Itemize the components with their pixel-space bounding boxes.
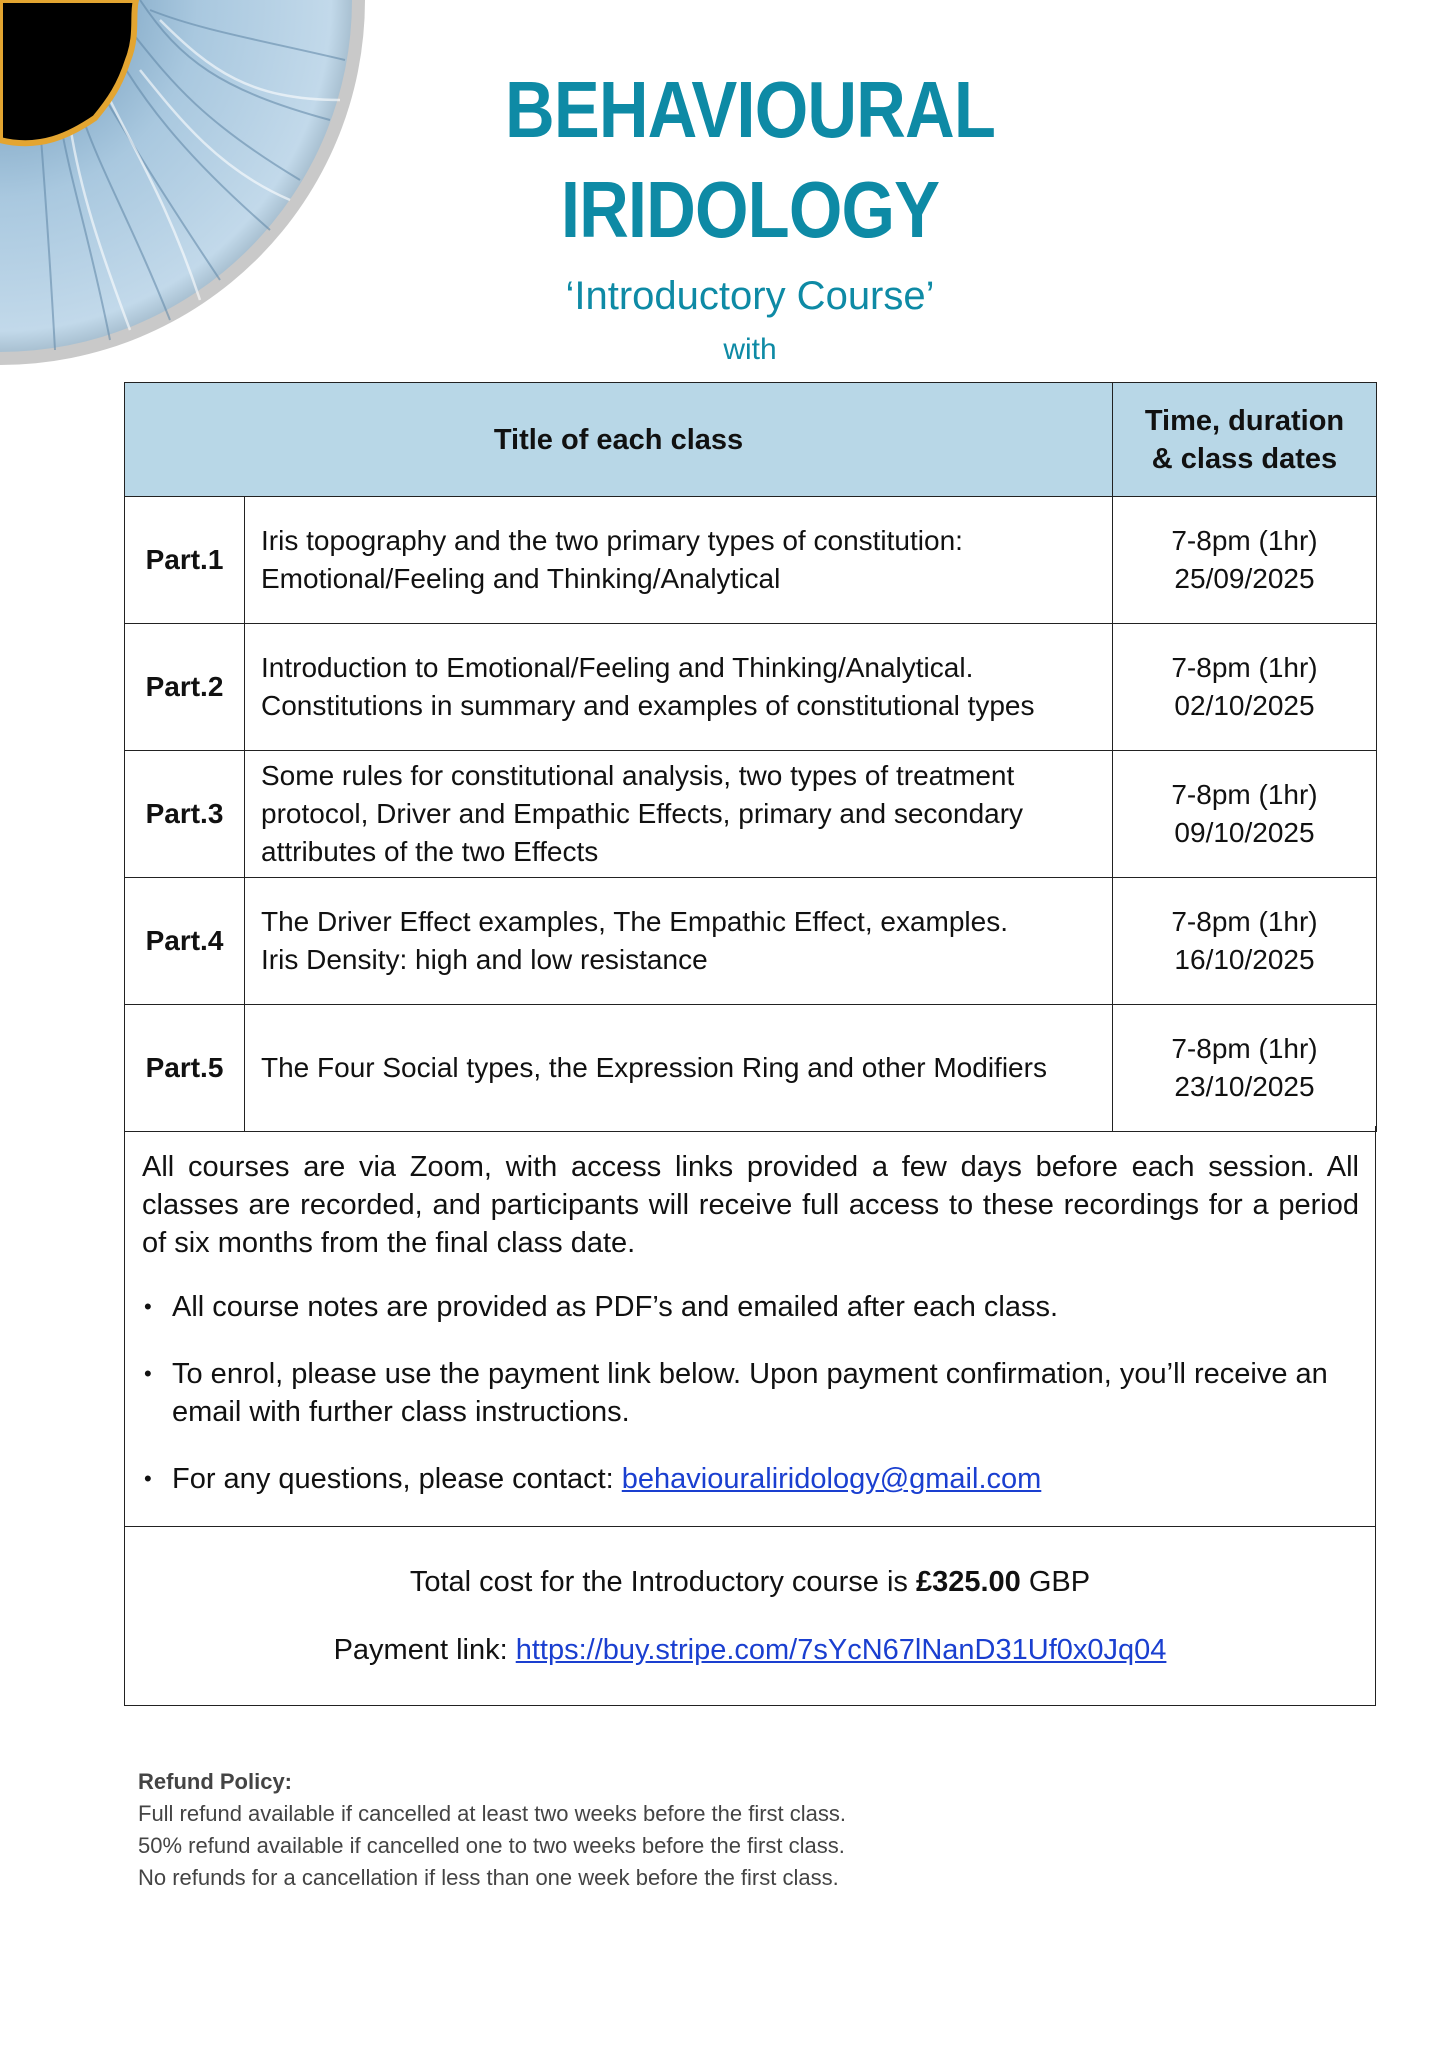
zoom-info-text: All courses are via Zoom, with access links provided a few days before each session. All classes are recorded, and participants will receive full access to these recordings for a period of six months from the final class date. <box>142 1151 1359 1259</box>
part-label: Part.5 <box>125 1005 245 1132</box>
description-line: The Four Social types, the Expression Ring and other Modifiers <box>261 1052 1047 1083</box>
description-line: protocol, Driver and Empathic Effects, primary and secondary <box>261 798 1024 829</box>
bullet-text: For any questions, please contact: <box>172 1463 622 1495</box>
class-description <box>245 1005 1113 1132</box>
description-line: Emotional/Feeling and Thinking/Analytical <box>261 563 781 594</box>
payment-label: Payment link: <box>333 1634 516 1666</box>
class-time-date <box>1113 497 1377 624</box>
table-row <box>125 497 1377 624</box>
list-item <box>142 1288 1359 1326</box>
refund-line: Full refund available if cancelled at least two weeks before the first class. <box>138 1801 847 1826</box>
payment-link[interactable]: https://buy.stripe.com/7sYcN67lNanD31Uf0x0Jq04 <box>515 1634 1167 1666</box>
contact-email-link[interactable]: behaviouraliridology@gmail.com <box>621 1463 1042 1495</box>
class-date: 02/10/2025 <box>1174 690 1315 721</box>
list-item <box>142 1460 1359 1498</box>
description-line: attributes of the two Effects <box>261 836 599 867</box>
class-date: 09/10/2025 <box>1174 817 1315 848</box>
table-row <box>125 878 1377 1005</box>
cost-section <box>125 1527 1375 1705</box>
part-label: Part.2 <box>125 624 245 751</box>
description-line: Iris topography and the two primary types of constitution: <box>261 525 963 556</box>
bullet-icon: • <box>144 1361 152 1386</box>
header-time-line2: & class dates <box>1151 442 1338 475</box>
bullet-icon: • <box>144 1294 152 1319</box>
class-description <box>245 751 1113 878</box>
class-date: 23/10/2025 <box>1174 1071 1315 1102</box>
table-header-row <box>125 383 1377 497</box>
cost-amount: £325.00 <box>915 1566 1021 1598</box>
class-time: 7-8pm (1hr) <box>1171 525 1318 556</box>
description-line: Introduction to Emotional/Feeling and Thinking/Analytical. <box>261 652 974 683</box>
refund-policy <box>138 1766 846 1894</box>
class-schedule-table <box>124 382 1377 1132</box>
header-title-of-class: Title of each class <box>125 383 1113 497</box>
description-line: The Driver Effect examples, The Empathic Effect, examples. <box>261 906 1008 937</box>
class-time-date <box>1113 1005 1377 1132</box>
class-time: 7-8pm (1hr) <box>1171 652 1318 683</box>
cost-currency: GBP <box>1020 1566 1091 1598</box>
list-item <box>142 1355 1359 1431</box>
payment-line <box>125 1631 1375 1669</box>
table-row <box>125 624 1377 751</box>
with-label: with <box>723 333 777 366</box>
table-row <box>125 751 1377 878</box>
class-time-date <box>1113 751 1377 878</box>
class-date: 16/10/2025 <box>1174 944 1315 975</box>
class-description <box>245 497 1113 624</box>
part-label: Part.1 <box>125 497 245 624</box>
class-description <box>245 878 1113 1005</box>
course-subtitle: ‘Introductory Course’ <box>565 274 935 318</box>
description-line: Iris Density: high and low resistance <box>261 944 708 975</box>
part-label: Part.3 <box>125 751 245 878</box>
class-description <box>245 624 1113 751</box>
class-time: 7-8pm (1hr) <box>1171 779 1318 810</box>
refund-title: Refund Policy: <box>138 1769 293 1794</box>
class-time: 7-8pm (1hr) <box>1171 1033 1318 1064</box>
table-row <box>125 1005 1377 1132</box>
total-cost <box>125 1563 1375 1601</box>
bullet-text: All course notes are provided as PDF’s and emailed after each class. <box>172 1291 1059 1323</box>
refund-line: 50% refund available if cancelled one to two weeks before the first class. <box>138 1833 845 1858</box>
course-details <box>125 1126 1375 1527</box>
class-time: 7-8pm (1hr) <box>1171 906 1318 937</box>
description-line: Constitutions in summary and examples of constitutional types <box>261 690 1035 721</box>
page-title: BEHAVIOURAL IRIDOLOGY <box>505 65 995 254</box>
class-time-date <box>1113 624 1377 751</box>
header-time-dates <box>1113 383 1377 497</box>
class-date: 25/09/2025 <box>1174 563 1315 594</box>
description-line: Some rules for constitutional analysis, two types of treatment <box>261 760 1015 791</box>
bullet-icon: • <box>144 1466 152 1491</box>
header <box>300 60 1200 430</box>
cost-prefix: Total cost for the Introductory course is <box>409 1566 916 1598</box>
part-label: Part.4 <box>125 878 245 1005</box>
header-time-line1: Time, duration <box>1144 404 1345 437</box>
bullet-text: To enrol, please use the payment link below. Upon payment confirmation, you’ll receive an email with further class instructions. <box>172 1358 1328 1428</box>
course-info-box <box>124 1126 1376 1706</box>
info-bullet-list <box>142 1288 1359 1498</box>
class-time-date <box>1113 878 1377 1005</box>
refund-line: No refunds for a cancellation if less than one week before the first class. <box>138 1865 839 1890</box>
